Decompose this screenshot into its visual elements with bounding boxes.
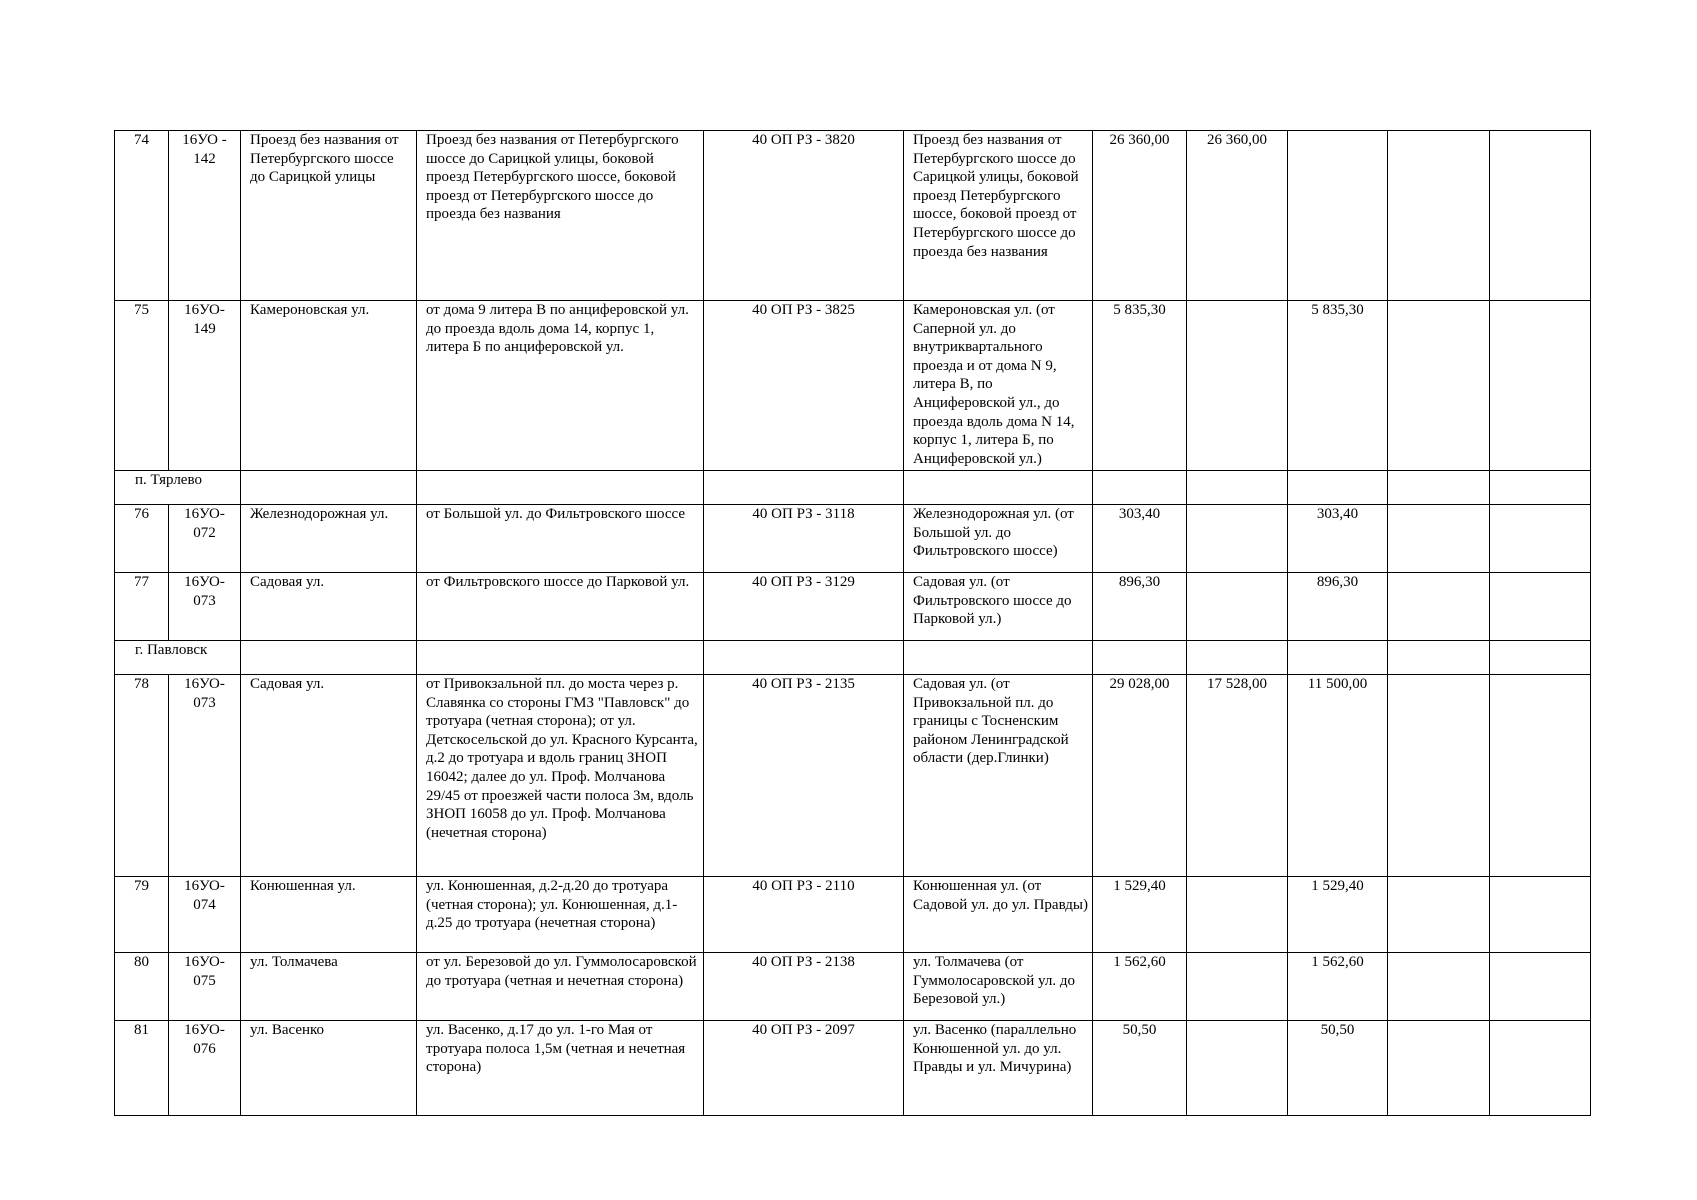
value-col-4 <box>1388 675 1490 877</box>
road-id: 40 ОП РЗ - 3118 <box>704 505 904 573</box>
road-full-name: Садовая ул. (от Фильтровского шоссе до Парковой ул.) <box>904 573 1093 641</box>
row-number: 80 <box>115 953 169 1021</box>
value-col-2: 17 528,00 <box>1187 675 1288 877</box>
object-code: 16УО- 073 <box>169 573 241 641</box>
object-code: 16УО- 073 <box>169 675 241 877</box>
value-col-5 <box>1490 573 1591 641</box>
value-col-4 <box>1388 953 1490 1021</box>
road-section-description: от ул. Березовой до ул. Гуммолосаровской до тротуара (четная и нечетная сторона) <box>417 953 704 1021</box>
object-code: 16УО- 149 <box>169 301 241 471</box>
road-id: 40 ОП РЗ - 2110 <box>704 877 904 953</box>
row-number: 81 <box>115 1021 169 1116</box>
value-col-2 <box>1187 301 1288 471</box>
value-total: 26 360,00 <box>1093 131 1187 301</box>
road-name: Конюшенная ул. <box>241 877 417 953</box>
road-name: ул. Васенко <box>241 1021 417 1116</box>
value-col-2 <box>1187 1021 1288 1116</box>
value-col-3: 5 835,30 <box>1288 301 1388 471</box>
road-id: 40 ОП РЗ - 2135 <box>704 675 904 877</box>
value-col-3: 1 529,40 <box>1288 877 1388 953</box>
value-col-5 <box>1490 877 1591 953</box>
object-code: 16УО - 142 <box>169 131 241 301</box>
value-col-2 <box>1187 953 1288 1021</box>
value-col-3: 11 500,00 <box>1288 675 1388 877</box>
value-total: 303,40 <box>1093 505 1187 573</box>
table-row <box>115 505 1591 573</box>
road-id: 40 ОП РЗ - 2138 <box>704 953 904 1021</box>
road-full-name: Проезд без названия от Петербургского шоссе до Сарицкой улицы, боковой проезд Петербургского шоссе, боковой проезд от Петербургского шоссе до проезда без названия <box>904 131 1093 301</box>
row-number: 78 <box>115 675 169 877</box>
value-total: 1 529,40 <box>1093 877 1187 953</box>
value-col-2 <box>1187 877 1288 953</box>
road-section-description: ул. Конюшенная, д.2-д.20 до тротуара (четная сторона); ул. Конюшенная, д.1-д.25 до тротуара (нечетная сторона) <box>417 877 704 953</box>
row-number: 79 <box>115 877 169 953</box>
value-col-5 <box>1490 953 1591 1021</box>
road-name: Камероновская ул. <box>241 301 417 471</box>
section-label: п. Тярлево <box>115 471 241 505</box>
value-col-5 <box>1490 675 1591 877</box>
road-full-name: Конюшенная ул. (от Садовой ул. до ул. Правды) <box>904 877 1093 953</box>
road-full-name: ул. Васенко (параллельно Конюшенной ул. до ул. Правды и ул. Мичурина) <box>904 1021 1093 1116</box>
value-col-3: 1 562,60 <box>1288 953 1388 1021</box>
value-col-2 <box>1187 505 1288 573</box>
table-row <box>115 301 1591 471</box>
road-full-name: ул. Толмачева (от Гуммолосаровской ул. до Березовой ул.) <box>904 953 1093 1021</box>
road-section-description: от дома 9 литера В по анциферовской ул. до проезда вдоль дома 14, корпус 1, литера Б по анциферовской ул. <box>417 301 704 471</box>
value-col-3: 50,50 <box>1288 1021 1388 1116</box>
road-name: Садовая ул. <box>241 675 417 877</box>
value-col-5 <box>1490 131 1591 301</box>
road-section-description: от Фильтровского шоссе до Парковой ул. <box>417 573 704 641</box>
value-col-4 <box>1388 1021 1490 1116</box>
road-name: Садовая ул. <box>241 573 417 641</box>
table-row <box>115 675 1591 877</box>
object-code: 16УО- 075 <box>169 953 241 1021</box>
table-row <box>115 131 1591 301</box>
road-name: Железнодорожная ул. <box>241 505 417 573</box>
value-col-2 <box>1187 573 1288 641</box>
table-row <box>115 953 1591 1021</box>
table-row <box>115 1021 1591 1116</box>
value-col-4 <box>1388 505 1490 573</box>
value-col-3 <box>1288 131 1388 301</box>
road-section-description: Проезд без названия от Петербургского шоссе до Сарицкой улицы, боковой проезд Петербургского шоссе, боковой проезд от Петербургского шоссе до проезда без названия <box>417 131 704 301</box>
road-id: 40 ОП РЗ - 2097 <box>704 1021 904 1116</box>
road-section-description: от Привокзальной пл. до моста через р. Славянка со стороны ГМЗ "Павловск" до тротуара (четная сторона); от ул. Детскосельской до ул. Красного Курсанта, д.2 до тротуара и вдоль границ ЗНОП 16042; далее до ул. Проф. Молчанова 29/45 от проезжей части полоса 3м, вдоль ЗНОП 16058 до ул. Проф. Молчанова (нечетная сторона) <box>417 675 704 877</box>
table-row <box>115 877 1591 953</box>
section-label: г. Павловск <box>115 641 241 675</box>
row-number: 76 <box>115 505 169 573</box>
value-col-3: 896,30 <box>1288 573 1388 641</box>
row-number: 75 <box>115 301 169 471</box>
road-id: 40 ОП РЗ - 3820 <box>704 131 904 301</box>
road-section-description: ул. Васенко, д.17 до ул. 1-го Мая от тротуара полоса 1,5м (четная и нечетная сторона) <box>417 1021 704 1116</box>
table-body <box>115 131 1591 1116</box>
object-code: 16УО- 076 <box>169 1021 241 1116</box>
value-col-2: 26 360,00 <box>1187 131 1288 301</box>
value-col-4 <box>1388 131 1490 301</box>
road-full-name: Железнодорожная ул. (от Большой ул. до Фильтровского шоссе) <box>904 505 1093 573</box>
row-number: 74 <box>115 131 169 301</box>
value-col-4 <box>1388 877 1490 953</box>
value-total: 50,50 <box>1093 1021 1187 1116</box>
value-col-5 <box>1490 1021 1591 1116</box>
object-code: 16УО- 072 <box>169 505 241 573</box>
table-row <box>115 573 1591 641</box>
document-table-container <box>114 130 1590 1116</box>
section-row <box>115 641 1591 675</box>
value-total: 29 028,00 <box>1093 675 1187 877</box>
value-col-3: 303,40 <box>1288 505 1388 573</box>
road-id: 40 ОП РЗ - 3129 <box>704 573 904 641</box>
road-full-name: Садовая ул. (от Привокзальной пл. до границы с Тосненским районом Ленинградской области (дер.Глинки) <box>904 675 1093 877</box>
section-row <box>115 471 1591 505</box>
road-section-description: от Большой ул. до Фильтровского шоссе <box>417 505 704 573</box>
value-total: 1 562,60 <box>1093 953 1187 1021</box>
road-id: 40 ОП РЗ - 3825 <box>704 301 904 471</box>
road-name: Проезд без названия от Петербургского шоссе до Сарицкой улицы <box>241 131 417 301</box>
row-number: 77 <box>115 573 169 641</box>
road-name: ул. Толмачева <box>241 953 417 1021</box>
value-col-5 <box>1490 301 1591 471</box>
value-col-4 <box>1388 301 1490 471</box>
value-total: 896,30 <box>1093 573 1187 641</box>
value-total: 5 835,30 <box>1093 301 1187 471</box>
roads-table <box>114 130 1591 1116</box>
road-full-name: Камероновская ул. (от Саперной ул. до внутриквартального проезда и от дома N 9, литера В, по Анциферовской ул., до проезда вдоль дома N 14, корпус 1, литера Б, по Анциферовской ул.) <box>904 301 1093 471</box>
object-code: 16УО- 074 <box>169 877 241 953</box>
value-col-4 <box>1388 573 1490 641</box>
value-col-5 <box>1490 505 1591 573</box>
